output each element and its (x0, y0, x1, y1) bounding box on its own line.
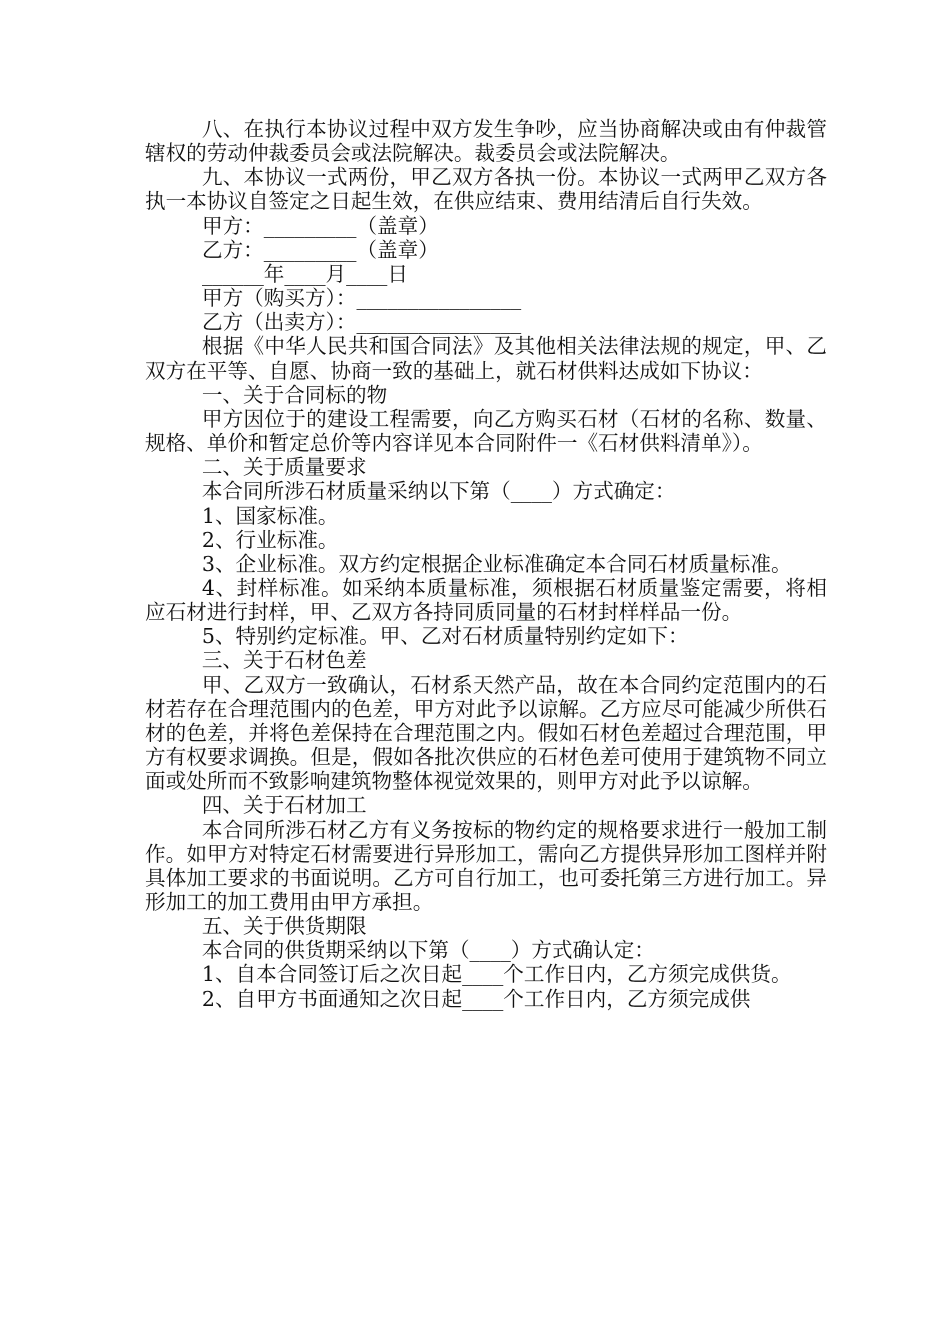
clause-9-copies: 九、本协议一式两份，甲乙双方各执一份。本协议一式两甲乙双方各执一本协议自签定之日起生效，在供应结束、费用结清后自行失效。 (145, 165, 827, 214)
section-heading-4: 四、关于石材加工 (201, 793, 367, 818)
section-2-body: 本合同所涉石材质量采纳以下第（____）方式确定： (201, 479, 676, 504)
section-heading-3: 三、关于石材色差 (201, 648, 367, 673)
section-5-body: 本合同的供货期采纳以下第（____）方式确认定： (201, 938, 655, 963)
delivery-option-1: 1、自本合同签订后之次日起____个工作日内，乙方须完成供货。 (201, 962, 792, 987)
preamble: 根据《中华人民共和国合同法》及其他相关法律法规的规定，甲、乙双方在平等、自愿、协商一致的基础上，就石材供料达成如下协议： (145, 334, 827, 383)
quality-option-1: 1、国家标准。 (201, 503, 339, 528)
document-body (145, 117, 827, 1011)
delivery-option-2: 2、自甲方书面通知之次日起____个工作日内，乙方须完成供 (201, 986, 751, 1011)
quality-option-4: 4、封样标准。如采纳本质量标准，须根据石材质量鉴定需要，将相应石材进行封样，甲、乙双方各持同质同量的石材封样样品一份。 (145, 575, 827, 625)
clause-8-dispute: 八、在执行本协议过程中双方发生争吵，应当协商解决或由有仲裁管辖权的劳动仲裁委员会或法院解决。裁委员会或法院解决。 (145, 117, 827, 166)
section-heading-2: 二、关于质量要求 (201, 455, 367, 480)
section-heading-5: 五、关于供货期限 (201, 914, 367, 939)
seller-line: 乙方（出卖方）：________________ (202, 310, 522, 335)
date-line: ______年____月____日 (202, 261, 408, 286)
quality-option-3: 3、企业标准。双方约定根据企业标准确定本合同石材质量标准。 (201, 551, 792, 576)
quality-option-5: 5、特别约定标准。甲、乙对石材质量特别约定如下： (201, 624, 689, 649)
quality-option-2: 2、行业标准。 (201, 527, 339, 552)
buyer-line: 甲方（购买方）：________________ (202, 286, 522, 311)
party-a-seal-line: 甲方：_________（盖章） (202, 213, 439, 238)
section-4-body: 本合同所涉石材乙方有义务按标的物约定的规格要求进行一般加工制作。如甲方对特定石材需要进行异形加工，需向乙方提供异形加工图样并附具体加工要求的书面说明。乙方可自行加工，也可委托第三方进行加工。异形加工的加工费用由甲方承担。 (145, 817, 827, 914)
section-1-body: 甲方因位于的建设工程需要，向乙方购买石材（石材的名称、数量、规格、单价和暂定总价等内容详见本合同附件一《石材供料清单》）。 (145, 406, 827, 456)
party-b-seal-line: 乙方：_________（盖章） (202, 237, 439, 262)
section-3-body: 甲、乙双方一致确认，石材系天然产品，故在本合同约定范围内的石材若存在合理范围内的色差，甲方对此予以谅解。乙方应尽可能减少所供石材的色差，并将色差保持在合理范围之内。假如石材色差超过合理范围，甲方有权要求调换。但是，假如各批次供应的石材色差可使用于建筑物不同立面或处所而不致影响建筑物整体视觉效果的，则甲方对此予以谅解。 (145, 672, 827, 794)
section-heading-1: 一、关于合同标的物 (201, 382, 388, 407)
